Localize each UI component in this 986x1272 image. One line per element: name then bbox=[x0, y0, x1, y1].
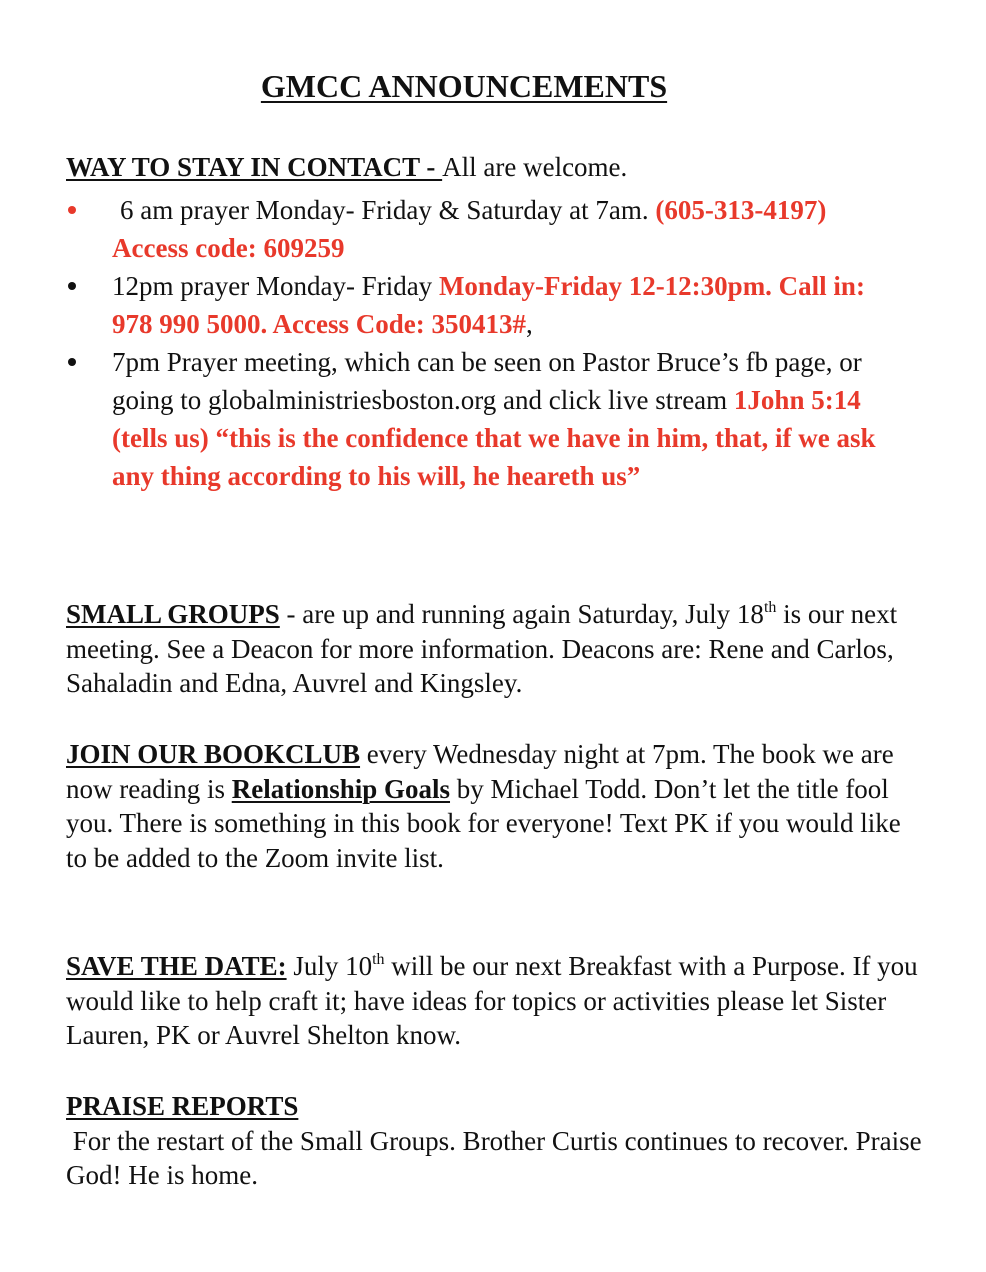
bookclub-text-a: every Wednesday night at 7pm. The book we are now reading is bbox=[66, 739, 894, 804]
praise-text: For the restart of the Small Groups. Brother Curtis continues to recover. Praise God! He is home. bbox=[66, 1125, 929, 1190]
contact-section-intro bbox=[66, 150, 926, 185]
small-groups-section bbox=[66, 597, 926, 701]
page-title: GMCC ANNOUNCEMENTS bbox=[260, 68, 668, 104]
save-date-heading: SAVE THE DATE: bbox=[66, 951, 287, 981]
bullet-icon bbox=[68, 282, 76, 290]
praise-heading: PRAISE REPORTS bbox=[66, 1091, 299, 1121]
list-item-highlight: (605-313-4197) Access code: 609259 bbox=[112, 195, 827, 263]
bullet-icon bbox=[68, 358, 76, 366]
contact-intro: All are welcome. bbox=[442, 152, 628, 182]
list-item-highlight: Monday-Friday 12-12:30pm. Call in: 978 990 5000. Access Code: 350413# bbox=[112, 271, 865, 339]
praise-section bbox=[66, 1089, 929, 1193]
list-item-text: 6 am prayer Monday- Friday & Saturday at 7am. bbox=[120, 195, 656, 225]
list-item-text: 7pm Prayer meeting, which can be seen on Pastor Bruce’s fb page, or going to globalministriesboston.org and click live stream bbox=[112, 347, 862, 415]
small-groups-heading: SMALL GROUPS bbox=[66, 599, 280, 629]
list-item-highlight: 1John 5:14 (tells us) “this is the confidence that we have in him, that, if we ask any thing according to his will, he heareth us” bbox=[112, 385, 876, 491]
bookclub-text-b: by Michael Todd. Don’t let the title fool you. There is something in this book for everyone! Text PK if you would like to be added to the Zoom invite list. bbox=[66, 773, 901, 873]
list-item bbox=[66, 343, 886, 495]
list-item bbox=[66, 267, 886, 343]
bookclub-heading: JOIN OUR BOOKCLUB bbox=[66, 739, 361, 769]
book-title: Relationship Goals bbox=[231, 773, 451, 804]
save-date-text-a: July 10 bbox=[286, 951, 373, 981]
small-groups-text-a: - are up and running again Saturday, July 18 bbox=[279, 599, 764, 629]
list-item-text: 12pm prayer Monday- Friday bbox=[112, 271, 439, 301]
contact-heading: WAY TO STAY IN CONTACT - bbox=[66, 152, 443, 182]
list-item-tail: , bbox=[525, 309, 533, 339]
bookclub-section bbox=[66, 737, 926, 875]
bullet-icon bbox=[68, 206, 76, 214]
save-date-section bbox=[66, 949, 926, 1053]
small-groups-text-b: is our next meeting. See a Deacon for more information. Deacons are: Rene and Carlos, Sahaladin and Edna, Auvrel and Kingsley. bbox=[66, 599, 898, 698]
list-item bbox=[66, 191, 886, 267]
contact-list bbox=[66, 191, 886, 495]
save-date-text-b: will be our next Breakfast with a Purpose. If you would like to help craft it; have ideas for topics or activities please let Sister Lauren, PK or Auvrel Shelton know. bbox=[66, 951, 918, 1050]
save-date-sup: th bbox=[372, 951, 385, 968]
small-groups-sup: th bbox=[763, 599, 777, 616]
